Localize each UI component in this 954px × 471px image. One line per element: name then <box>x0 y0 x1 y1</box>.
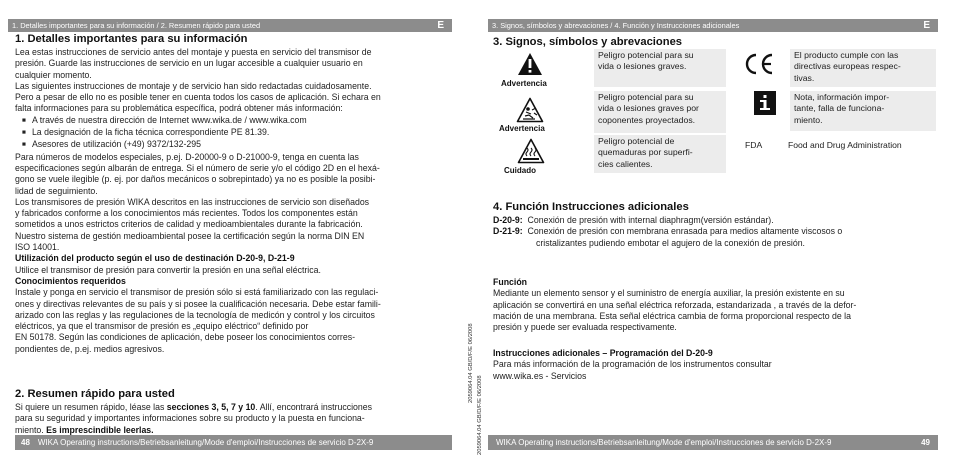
list-item: D-20-9: Conexión de presión with internal diaphragm(versión estándar). <box>493 215 774 225</box>
model-list: D-20-9: Conexión de presión with internal diaphragm(versión estándar). D-21-9: Conexión de presión con membrana enrasada para medios altamente viscosos o cristalizantes pudiendo embotar el agujero de la conexión de presión. <box>493 215 843 248</box>
header-text: 3. Signos, símbolos y abrevaciones / 4. Función y Instrucciones adicionales <box>492 21 740 30</box>
left-page <box>0 0 470 471</box>
additional-instructions: Instrucciones adicionales – Programación del D-20-9 Para más información de la programación de los instrumentos consultar www.wika.es - Servicios <box>493 348 772 381</box>
page-footer <box>488 435 938 450</box>
section-2-title: 2. Resumen rápido para usted <box>15 388 175 400</box>
additional-title: Instrucciones adicionales – Programación del D-20-9 <box>493 348 713 358</box>
section-1-body: Lea estas instrucciones de servicio antes del montaje y puesta en servicio del transmisor de presión. Guarde las instrucciones de servicio en un lugar accesible a cualquier usuario en cualquier momento. Las siguientes instrucciones de montaje y de servicio han sido redactadas cuidadosamente. Pero a pesar de ello no es posible tener en cuenta todos los casos de aplicación. Si echara en falta informaciones para su problemática específica, podrá obtener más información: ■ A través de nuestra dirección de Internet www.wika.de / www.wika.com ■ La designación de la ficha técnica correspondiente PE 81.39. ■ Asesores de utilización (+49) 9372/132-295 Para números de modelos especiales, p.ej. D-20000-9 o D-21000-9, tenga en cuenta las especificaciones según albarán de entrega. Si el número de serie y/o el código 2D en el hexá- gono se vuele ilegible (p. ej. por daños mecánicos o sobrepintado) ya no es posible la posibi- lidad de seguimiento. Los transmisores de presión WIKA descritos en las instrucciones de servicio son diseñados y fabricados conforme a los conocimientos más recientes. Todos los componentes están sometidos a unos estrictos criterios de calidad y medioambientales durante la fabricación. Nuestro sistema de gestión medioambiental posee la certificación según la norma DIN EN ISO 14001. Utilización del producto según el uso de destinación D-20-9, D-21-9 Utilice el transmisor de presión para convertir la presión en una señal eléctrica. Conocimientos requeridos Instale y ponga en servicio el transmisor de presión sólo si está familiarizado con las regulaci- ones y directivas relevantes de su país y si posee la cualificación necesaria. Debe estar famili- arizado con las reglas y las regulaciones de la tecnología de medicón y control y los circuitos eléctricos, ya que el transmisor de presión es „equipo eléctrico“ definido por EN 50178. Según las condiciones de aplicación, debe poseer los conocimientos corres- pondientes de, p.ej. medios agresivos. <box>15 47 381 355</box>
list-item: ■ Asesores de utilización (+49) 9372/132-295 <box>15 139 381 151</box>
section-1-title: 1. Detalles importantes para su información <box>15 33 248 45</box>
section-3-title: 3. Signos, símbolos y abrevaciones <box>493 36 683 48</box>
page-footer <box>15 435 452 450</box>
fda-definition: Food and Drug Administration <box>788 140 902 150</box>
symbol-label: Advertencia <box>499 124 545 133</box>
footer-text: WIKA Operating instructions/Betriebsanleitung/Mode d'emploi/Instrucciones de servicio D-2X-9 <box>496 438 832 447</box>
fda-abbreviation: FDA <box>745 140 763 150</box>
list-item: D-21-9: Conexión de presión con membrana enrasada para medios altamente viscosos o <box>493 226 843 237</box>
symbol-description: Nota, información impor- tante, falla de funciona- miento. <box>790 91 936 131</box>
page-number: 49 <box>921 438 930 447</box>
page-number: 48 <box>21 438 30 447</box>
symbol-description: El producto cumple con las directivas europeas respec- tivas. <box>790 49 936 87</box>
info-icon <box>754 91 776 120</box>
symbol-label: Advertencia <box>501 79 547 88</box>
language-tag: E <box>437 20 444 31</box>
hot-surface-icon <box>517 138 545 169</box>
section-4-title: 4. Función Instrucciones adicionales <box>493 201 689 213</box>
section-2-body: Si quiere un resumen rápido, léase las secciones 3, 5, 7 y 10. Allí, encontrará instrucciones para su seguridad y importantes informaciones sobre su producto y la puesta en funciona- miento. Es imprescindible leerlas. <box>15 402 373 435</box>
print-codes <box>466 323 488 455</box>
symbol-description: Peligro potencial para su vida o lesiones graves. <box>594 49 726 87</box>
use-title: Utilización del producto según el uso de destinación D-20-9, D-21-9 <box>15 253 295 264</box>
right-page <box>488 0 954 471</box>
function-title: Función <box>493 277 528 287</box>
page-header <box>488 19 938 32</box>
language-tag: E <box>923 20 930 31</box>
print-code: 2059064.04 GB/D/F/E 06/2008 <box>468 323 474 403</box>
symbol-label: Cuidado <box>504 166 536 175</box>
knowledge-title: Conocimientos requeridos <box>15 275 126 286</box>
function-section: Función Mediante un elemento sensor y el suministro de energía auxiliar, la presión existente en su aplicación se convertirá en una señal eléctrica reforzada, estandarizada , a través de la defor- mación de una membrana. Esta señal eléctrica cambia de forma proporcional respecto de la presión y puede ser evaluada respectivamente. <box>493 277 857 333</box>
print-code: 2059064.04 GB/D/F/E 06/2008 <box>477 375 483 455</box>
page-header <box>8 19 452 32</box>
warning-triangle-icon <box>517 52 543 81</box>
header-text: 1. Detalles importantes para su información / 2. Resumen rápido para usted <box>12 21 261 30</box>
ce-mark-icon <box>743 52 775 81</box>
footer-text: WIKA Operating instructions/Betriebsanleitung/Mode d'emploi/Instrucciones de servicio D-2X-9 <box>37 438 374 447</box>
symbol-description: Peligro potencial para su vida o lesiones graves por coponentes proyectados. <box>594 91 726 133</box>
list-item: ■ A través de nuestra dirección de Internet www.wika.de / www.wika.com <box>15 115 381 127</box>
list-item: ■ La designación de la ficha técnica correspondiente PE 81.39. <box>15 127 381 139</box>
symbol-description: Peligro potencial de quemaduras por superfi- cies calientes. <box>594 135 726 173</box>
